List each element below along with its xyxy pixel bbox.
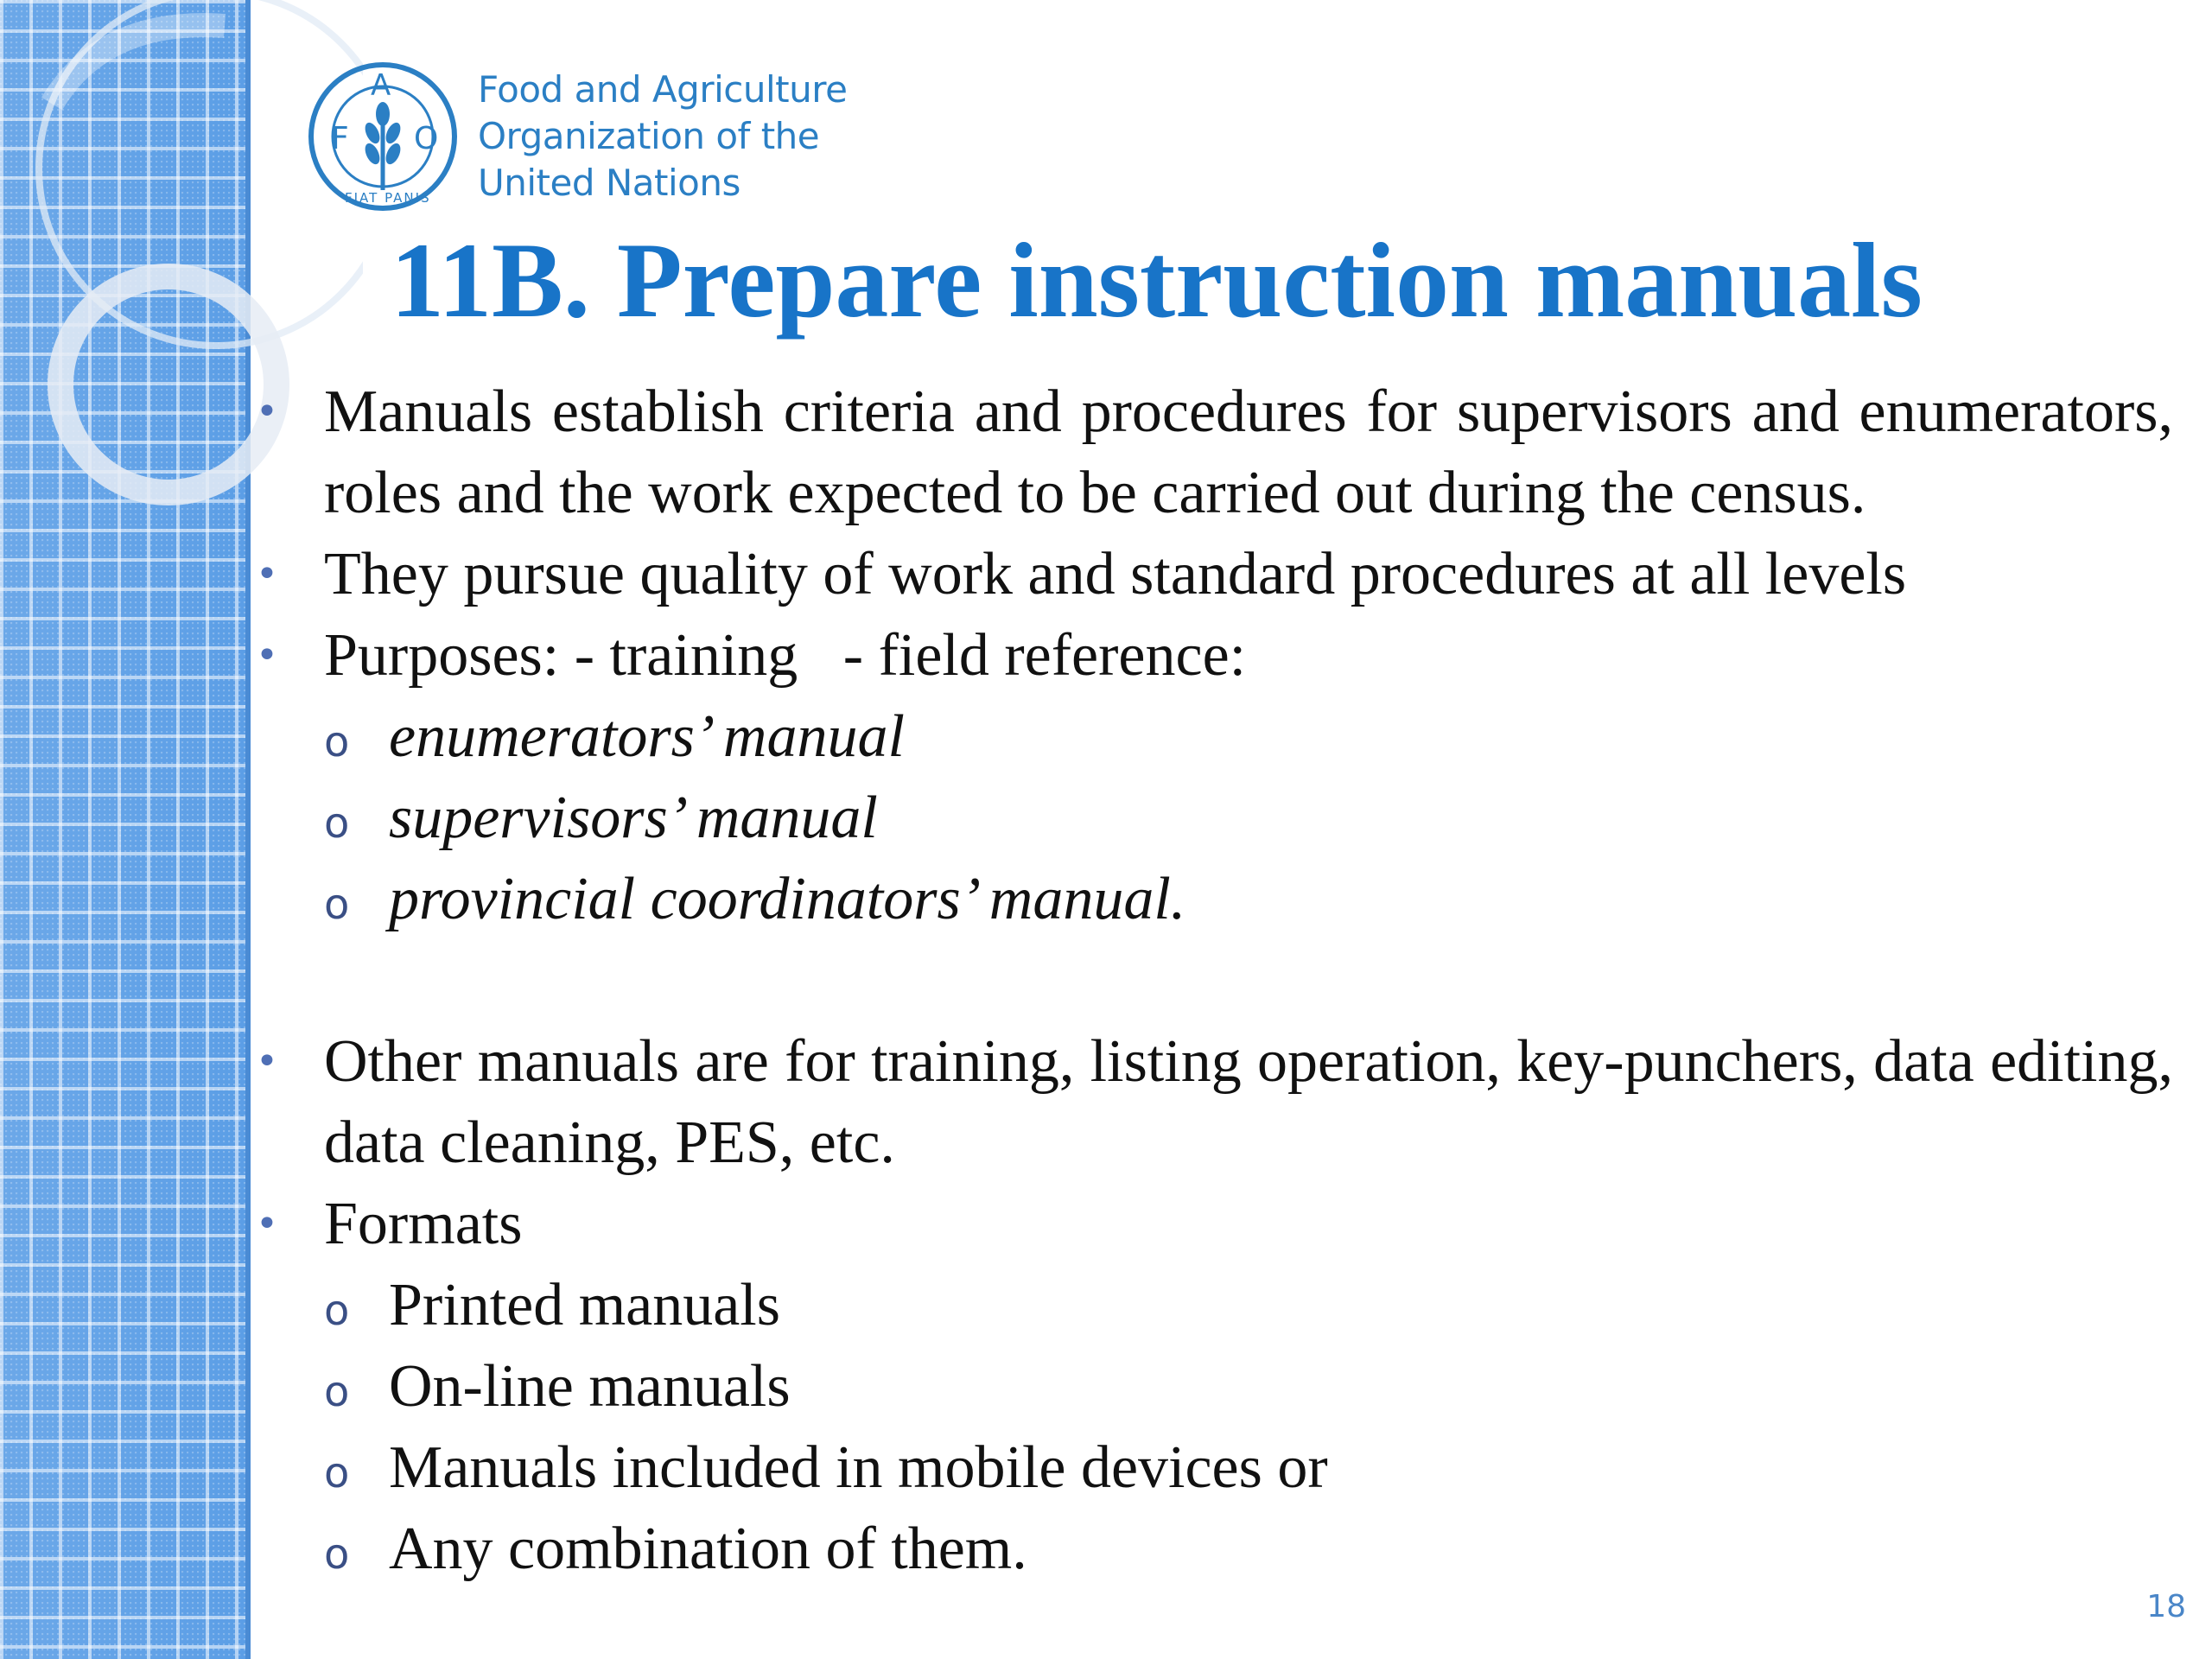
sub-marker: o	[324, 1287, 350, 1335]
bullet-text: Purposes: - training - field reference:	[324, 622, 1247, 689]
bullet-text: They pursue quality of work and standard procedures at all levels	[324, 541, 1907, 607]
sub-item	[251, 1509, 2173, 1590]
bullet-text: Formats	[324, 1191, 523, 1257]
logo-line-1: Food and Agriculture	[478, 68, 848, 111]
sub-marker: o	[324, 718, 350, 766]
sub-item-text: enumerators’ manual	[389, 703, 905, 770]
sub-marker: o	[324, 1449, 350, 1497]
bullet-marker: •	[256, 1202, 278, 1246]
sub-marker: o	[324, 880, 350, 929]
bullet-item	[251, 534, 2173, 615]
sub-item	[251, 1346, 2173, 1427]
sub-item-text: Printed manuals	[389, 1272, 780, 1338]
bullet-marker: •	[256, 390, 278, 434]
fao-logo	[307, 60, 847, 213]
slide-title: 11B. Prepare instruction manuals	[391, 221, 1923, 340]
sub-item	[251, 1427, 2173, 1509]
sub-item	[251, 859, 2173, 940]
bullet-marker: •	[256, 633, 278, 677]
bullet-item	[251, 615, 2173, 696]
emblem-motto: FIAT PANIS	[345, 190, 431, 206]
bullet-item	[251, 1021, 2173, 1184]
logo-line-3: United Nations	[478, 162, 741, 204]
fao-emblem-icon	[307, 60, 459, 213]
sub-marker: o	[324, 1368, 350, 1416]
logo-text	[478, 67, 847, 207]
sub-item-text: provincial coordinators’ manual.	[389, 866, 1186, 932]
bullet-item	[251, 1184, 2173, 1265]
bullet-text: Manuals establish criteria and procedures for supervisors and enumerators, roles and the work expected to be carried out during the census.	[324, 378, 2173, 526]
logo-line-2: Organization of the	[478, 115, 820, 157]
sub-item-text: supervisors’ manual	[389, 785, 878, 851]
sub-item	[251, 778, 2173, 859]
sub-item	[251, 1265, 2173, 1346]
bullet-text: Other manuals are for training, listing operation, key-punchers, data editing, data cleaning, PES, etc.	[324, 1028, 2173, 1176]
sub-item	[251, 696, 2173, 778]
sub-item-text: On-line manuals	[389, 1353, 791, 1420]
emblem-letter-o: O	[414, 121, 439, 156]
spacer	[251, 940, 2173, 1021]
bullet-marker: •	[256, 552, 278, 596]
sub-item-text: Manuals included in mobile devices or	[389, 1434, 1328, 1501]
emblem-letter-a: A	[371, 68, 391, 103]
emblem-letter-f: F	[331, 121, 349, 156]
sub-marker: o	[324, 1530, 350, 1579]
slide-content	[251, 372, 2173, 1590]
sub-item-text: Any combination of them.	[389, 1516, 1027, 1582]
sub-marker: o	[324, 799, 350, 848]
page-number: 18	[2146, 1589, 2186, 1624]
bullet-item	[251, 372, 2173, 534]
bullet-marker: •	[256, 1039, 278, 1084]
